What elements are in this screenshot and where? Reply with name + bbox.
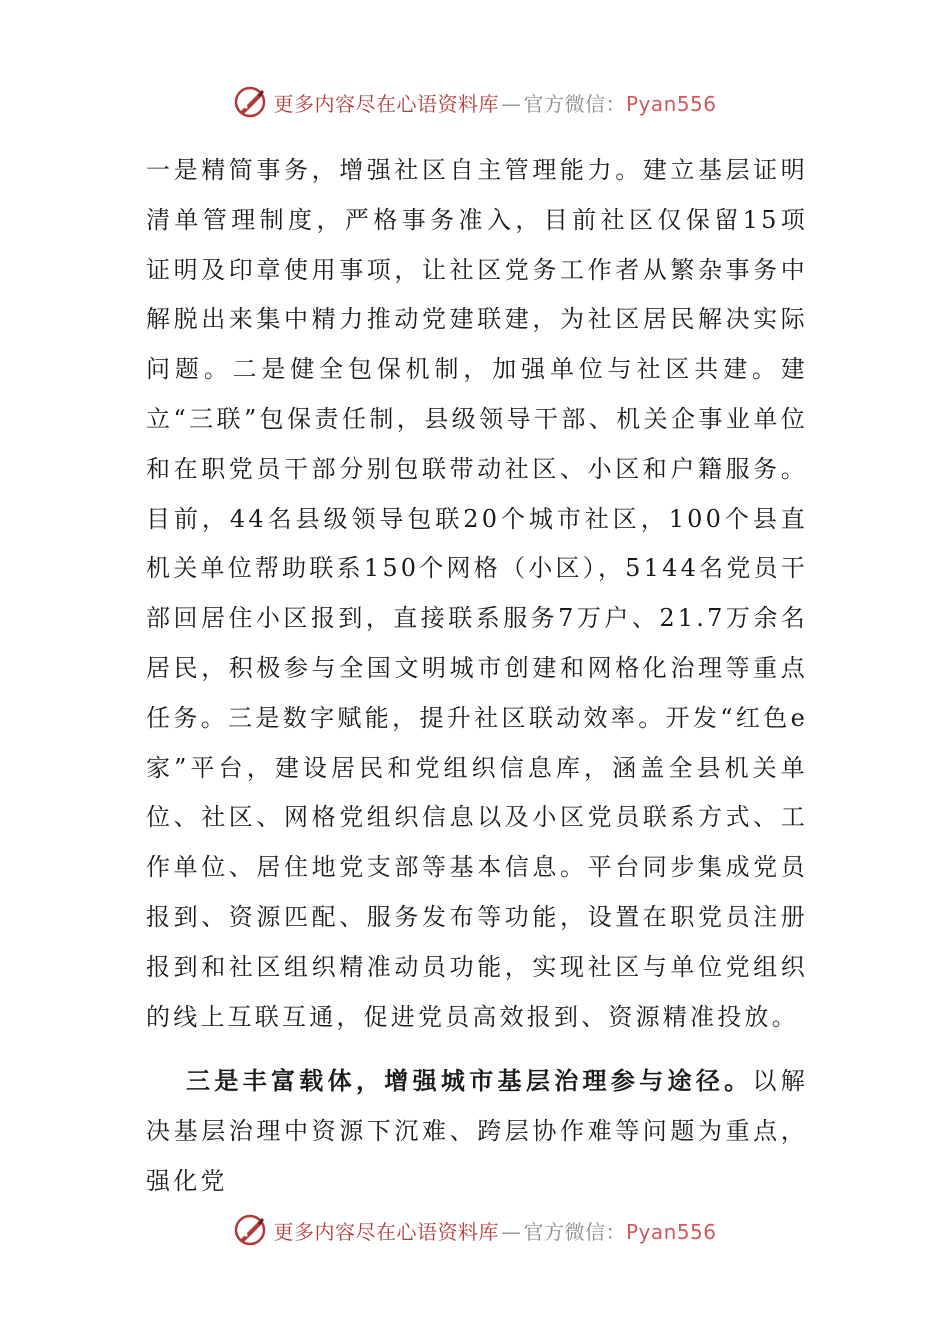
banner-site-name: 更多内容尽在心语资料库 xyxy=(273,1219,499,1244)
banner-wechat-id: Pyan556 xyxy=(625,1219,717,1244)
paragraph-2 xyxy=(146,1056,808,1206)
pen-nib-logo-icon xyxy=(233,85,267,119)
banner-text xyxy=(273,88,716,117)
paragraph-1: 一是精简事务，增强社区自主管理能力。建立基层证明清单管理制度，严格事务准入，目前社区仅保留15项证明及印章使用事项，让社区党务工作者从繁杂事务中解脱出来集中精力推动党建联建，为社区居民解决实际问题。二是健全包保机制，加强单位与社区共建。建立“三联”包保责任制，县级领导干部、机关企事业单位和在职党员干部分别包联带动社区、小区和户籍服务。目前，44名县级领导包联20个城市社区，100个县直机关单位帮助联系150个网格（小区），5144名党员干部回居住小区报到，直接联系服务7万户、21.7万余名居民，积极参与全国文明城市创建和网格化治理等重点任务。三是数字赋能，提升社区联动效率。开发“红色e家”平台，建设居民和党组织信息库，涵盖全县机关单位、社区、网格党组织信息以及小区党员联系方式、工作单位、居住地党支部等基本信息。平台同步集成党员报到、资源匹配、服务发布等功能，设置在职党员注册报到和社区组织精准动员功能，实现社区与单位党组织的线上互联互通，促进党员高效报到、资源精准投放。 xyxy=(146,156,808,1031)
banner-dash: — xyxy=(500,91,522,116)
banner-dash: — xyxy=(500,1219,522,1244)
header-banner xyxy=(0,82,950,122)
banner-site-name: 更多内容尽在心语资料库 xyxy=(273,91,499,116)
pen-nib-logo-icon xyxy=(233,1213,267,1247)
banner-text xyxy=(273,1216,716,1245)
banner-wechat-id: Pyan556 xyxy=(625,91,717,116)
banner-wechat-label: 官方微信： xyxy=(523,91,626,116)
paragraph-2-heading: 三是丰富载体，增强城市基层治理参与途径。 xyxy=(186,1066,753,1096)
footer-banner xyxy=(0,1210,950,1250)
document-body xyxy=(146,146,808,1207)
paragraph-2-text: 以解决基层治理中资源下沉难、跨层协作难等问题为重点，强化党 xyxy=(146,1067,808,1195)
banner-wechat-label: 官方微信： xyxy=(523,1219,626,1244)
